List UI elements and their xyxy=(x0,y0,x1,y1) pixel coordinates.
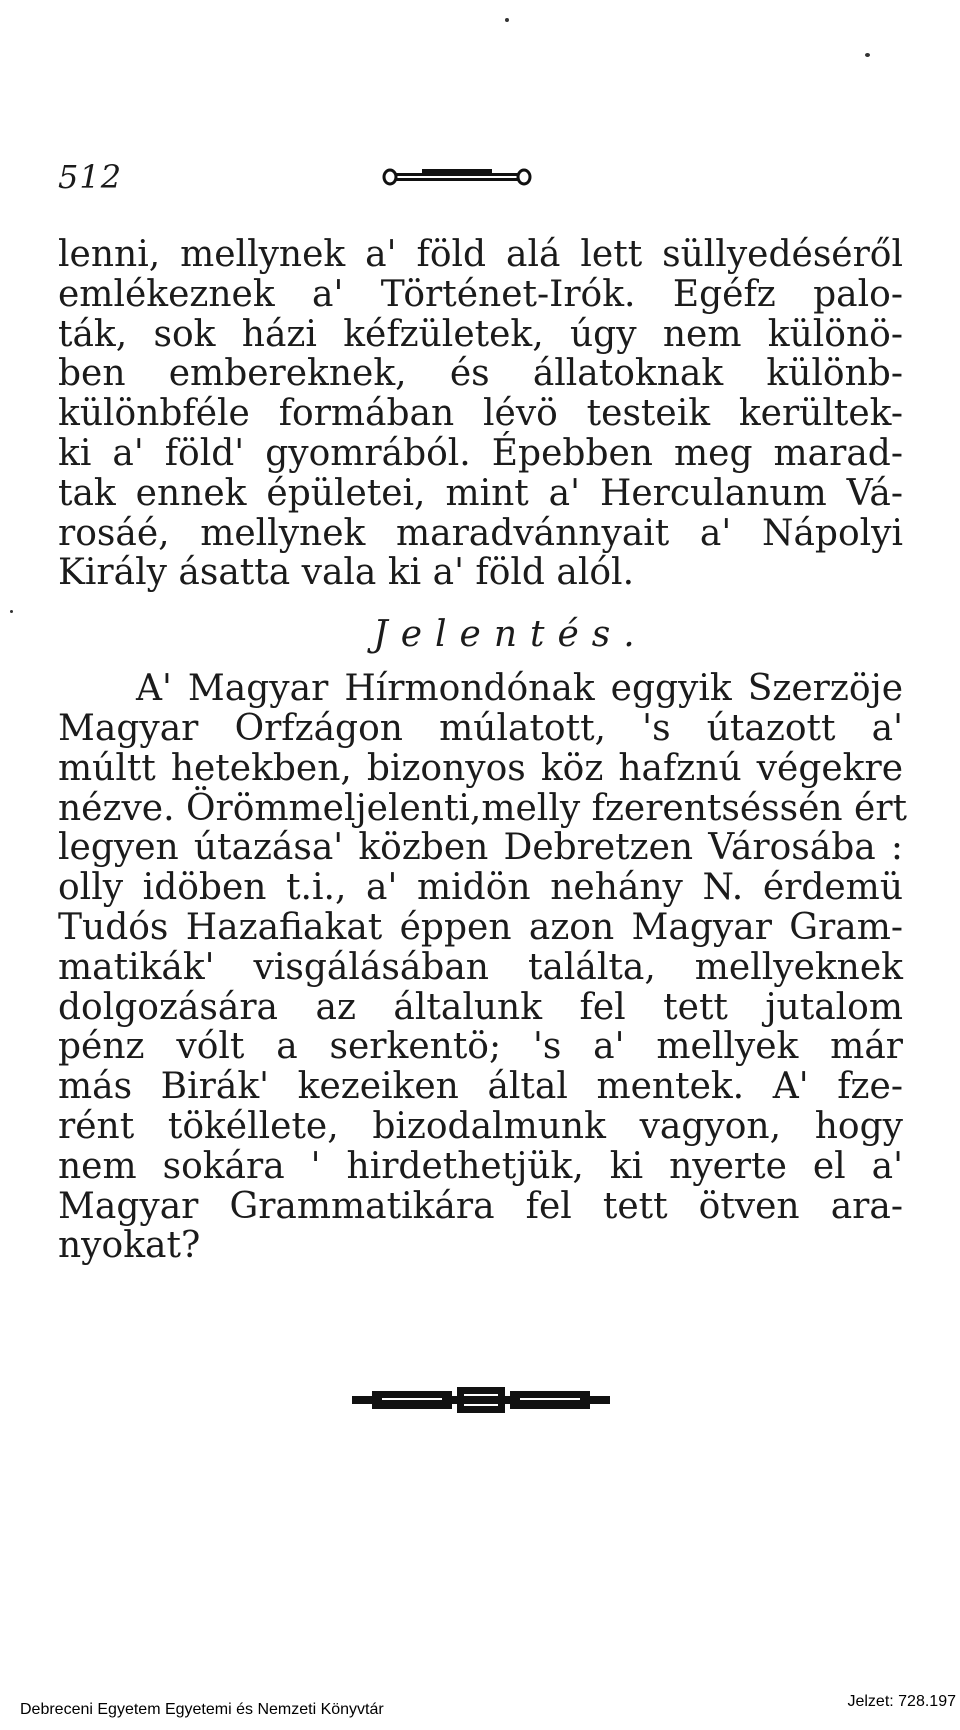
page-number: 512 xyxy=(58,158,123,196)
text-line: ki a' föld' gyomrából. Épebben meg marad- xyxy=(58,432,903,474)
text-line: emlékeznek a' Történet-Irók. Egéfz palo- xyxy=(58,273,903,315)
text-line: Tudós Hazafiakat éppen azon Magyar Gram- xyxy=(58,906,903,948)
text-line: lenni, mellynek a' föld alá lett süllyedéséről xyxy=(58,234,903,275)
text-line: tak ennek épületei, mint a' Herculanum Vá- xyxy=(58,472,903,514)
text-line: Király ásatta vala ki a' föld alól. xyxy=(58,552,635,594)
text-line: nézve. Örömmeljelenti,melly fzerentséssén ért xyxy=(58,787,908,829)
body-text xyxy=(58,234,908,1267)
text-line: Magyar Grammatikára fel tett ötven ara- xyxy=(58,1185,903,1227)
text-line: nyokat? xyxy=(58,1225,201,1267)
text-line: ben embereknek, és állatoknak különb- xyxy=(58,353,903,395)
paper-speck xyxy=(505,18,509,22)
text-line: ták, sok házi kéfzületek, úgy nem különö- xyxy=(58,313,903,355)
paragraph-2 xyxy=(58,668,908,1267)
text-line: múltt hetekben, bizonyos köz hafznú végekre xyxy=(58,747,903,789)
text-line: dolgozására az általunk fel tett jutalom xyxy=(58,986,903,1028)
text-line: pénz vólt a serkentö; 's a' mellyek már xyxy=(58,1026,903,1068)
section-heading: Jelentés. xyxy=(373,614,648,656)
paper-speck xyxy=(10,610,13,613)
text-line: matikák' visgálásában találta, mellyeknek xyxy=(58,946,903,988)
text-line: A' Magyar Hírmondónak eggyik Szerzöje xyxy=(136,668,903,710)
paper-speck xyxy=(865,53,870,57)
text-line: rént tökéllete, bizodalmunk vagyon, hogy xyxy=(58,1105,903,1147)
paragraph-1 xyxy=(58,235,903,593)
library-credit: Debreceni Egyetem Egyetemi és Nemzeti Könyvtár xyxy=(20,1701,384,1718)
text-line: Magyar Orfzágon múlatott, 's útazott a' xyxy=(58,707,903,749)
text-line: nem sokára ' hirdethetjük, ki nyerte el a' xyxy=(58,1145,903,1187)
text-line: olly idöben t.i., a' midön nehány N. érdemü xyxy=(58,867,903,909)
tailpiece-ornament xyxy=(352,1385,610,1415)
text-line: legyen útazása' közben Debretzen Városába : xyxy=(58,827,903,869)
header-rule-ornament xyxy=(382,168,532,186)
text-line: különbféle formában lévö testeik kerültek- xyxy=(58,393,903,435)
text-line: más Birák' kezeiken által mentek. A' fze- xyxy=(58,1066,903,1108)
shelfmark: Jelzet: 728.197 xyxy=(847,1693,956,1710)
text-line: rosáé, mellynek maradvánnyait a' Nápolyi xyxy=(58,512,903,554)
